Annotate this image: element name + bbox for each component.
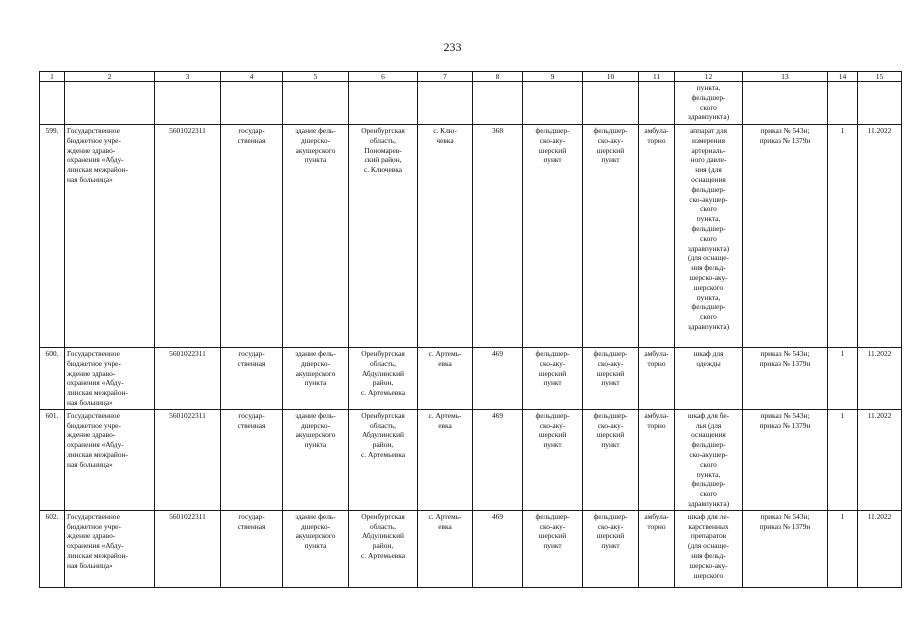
continuation-row: [40, 82, 902, 125]
row-number: 602.: [40, 510, 65, 587]
row-number: 600.: [40, 348, 65, 410]
organization-name: Государственное бюджетное учре- ждение здраво- охранения «Абду- линская межрайон- ная больница»: [65, 510, 155, 587]
quantity: 1: [828, 348, 858, 410]
ownership-type: государ- ственная: [221, 510, 283, 587]
building-type: здание фель- дшерско- акушерского пункта: [283, 125, 349, 348]
date: 11.2022: [858, 510, 902, 587]
table-cell: [858, 82, 902, 125]
equipment-cell: шкаф для ле- карственных препаратов (для оснаще- ния фельд- шерско-аку- шерского: [675, 510, 743, 587]
column-header: 3: [155, 72, 221, 82]
column-number-row: [40, 72, 902, 82]
locality: с. Артемь- евка: [418, 409, 473, 510]
column-header: 1: [40, 72, 65, 82]
row-number: 601.: [40, 409, 65, 510]
address: Оренбургская область, Абдулинский район, с. Артемьевка: [349, 510, 418, 587]
table-row: [40, 409, 902, 510]
facility-subtype: фельдшер- ско-аку- шерский пункт: [583, 125, 639, 348]
orders: приказ № 543н; приказ № 1379н: [743, 348, 828, 410]
table-cell: [283, 82, 349, 125]
row-number: 599.: [40, 125, 65, 348]
table-cell: [65, 82, 155, 125]
table-cell: [221, 82, 283, 125]
date: 11.2022: [858, 348, 902, 410]
facility-type: фельдшер- ско-аку- шерский пункт: [523, 510, 583, 587]
building-type: здание фель- дшерско- акушерского пункта: [283, 409, 349, 510]
table-cell: [639, 82, 675, 125]
quantity: 1: [828, 125, 858, 348]
ownership-type: государ- ственная: [221, 125, 283, 348]
locality: с. Клю- чевка: [418, 125, 473, 348]
table-cell: [155, 82, 221, 125]
care-form: амбула- торно: [639, 409, 675, 510]
table-row: [40, 348, 902, 410]
population-count: 469: [473, 510, 523, 587]
table-cell: [349, 82, 418, 125]
table-cell: [418, 82, 473, 125]
organization-name: Государственное бюджетное учре- ждение здраво- охранения «Абду- линская межрайон- ная больница»: [65, 348, 155, 410]
column-header: 4: [221, 72, 283, 82]
building-type: здание фель- дшерско- акушерского пункта: [283, 510, 349, 587]
column-header: 5: [283, 72, 349, 82]
facility-subtype: фельдшер- ско-аку- шерский пункт: [583, 409, 639, 510]
date: 11.2022: [858, 409, 902, 510]
column-header: 6: [349, 72, 418, 82]
locality: с. Артемь- евка: [418, 348, 473, 410]
population-count: 368: [473, 125, 523, 348]
column-header: 12: [675, 72, 743, 82]
facility-type: фельдшер- ско-аку- шерский пункт: [523, 409, 583, 510]
address: Оренбургская область, Абдулинский район, с. Артемьевка: [349, 348, 418, 410]
column-header: 7: [418, 72, 473, 82]
table-cell: [828, 82, 858, 125]
facility-type: фельдшер- ско-аку- шерский пункт: [523, 125, 583, 348]
address: Оренбургская область, Абдулинский район, с. Артемьевка: [349, 409, 418, 510]
column-header: 8: [473, 72, 523, 82]
table-cell: [523, 82, 583, 125]
column-header: 2: [65, 72, 155, 82]
ownership-type: государ- ственная: [221, 409, 283, 510]
quantity: 1: [828, 409, 858, 510]
column-header: 13: [743, 72, 828, 82]
column-header: 9: [523, 72, 583, 82]
equipment-table: [39, 71, 902, 588]
care-form: амбула- торно: [639, 125, 675, 348]
table-cell: [40, 82, 65, 125]
date: 11.2022: [858, 125, 902, 348]
orders: приказ № 543н; приказ № 1379н: [743, 510, 828, 587]
orders: приказ № 543н; приказ № 1379н: [743, 409, 828, 510]
inn-code: 5601022311: [155, 125, 221, 348]
population-count: 469: [473, 348, 523, 410]
equipment-cell: пункта, фельдшер- ского здравпункта): [675, 82, 743, 125]
facility-subtype: фельдшер- ско-аку- шерский пункт: [583, 510, 639, 587]
facility-type: фельдшер- ско-аку- шерский пункт: [523, 348, 583, 410]
column-header: 14: [828, 72, 858, 82]
care-form: амбула- торно: [639, 510, 675, 587]
table-cell: [743, 82, 828, 125]
inn-code: 5601022311: [155, 409, 221, 510]
address: Оренбургская область, Пономарев- ский район, с. Ключевка: [349, 125, 418, 348]
care-form: амбула- торно: [639, 348, 675, 410]
table-cell: [473, 82, 523, 125]
ownership-type: государ- ственная: [221, 348, 283, 410]
quantity: 1: [828, 510, 858, 587]
page-number: 233: [443, 40, 462, 54]
facility-subtype: фельдшер- ско-аку- шерский пункт: [583, 348, 639, 410]
population-count: 469: [473, 409, 523, 510]
inn-code: 5601022311: [155, 510, 221, 587]
equipment-cell: шкаф для одежды: [675, 348, 743, 410]
column-header: 11: [639, 72, 675, 82]
column-header: 15: [858, 72, 902, 82]
inn-code: 5601022311: [155, 348, 221, 410]
locality: с. Артемь- евка: [418, 510, 473, 587]
equipment-cell: шкаф для бе- лья (для оснащения фельдшер- ско-акушер- ского пункта, фельдшер- ского здравпункта): [675, 409, 743, 510]
organization-name: Государственное бюджетное учре- ждение здраво- охранения «Абду- линская межрайон- ная больница»: [65, 409, 155, 510]
table-row: [40, 125, 902, 348]
table-cell: [583, 82, 639, 125]
column-header: 10: [583, 72, 639, 82]
table-row: [40, 510, 902, 587]
orders: приказ № 543н; приказ № 1379н: [743, 125, 828, 348]
organization-name: Государственное бюджетное учре- ждение здраво- охранения «Абду- линская межрайон- ная больница»: [65, 125, 155, 348]
equipment-cell: аппарат для измерения артериаль- ного давле- ния (для оснащения фельдшер- ско-акушер- ского пункта, фельдшер- ского здравпункта) (для оснаще- ния фельд- шерско-аку- шерского пункта, фельдшер- ского здравпункта): [675, 125, 743, 348]
building-type: здание фель- дшерско- акушерского пункта: [283, 348, 349, 410]
